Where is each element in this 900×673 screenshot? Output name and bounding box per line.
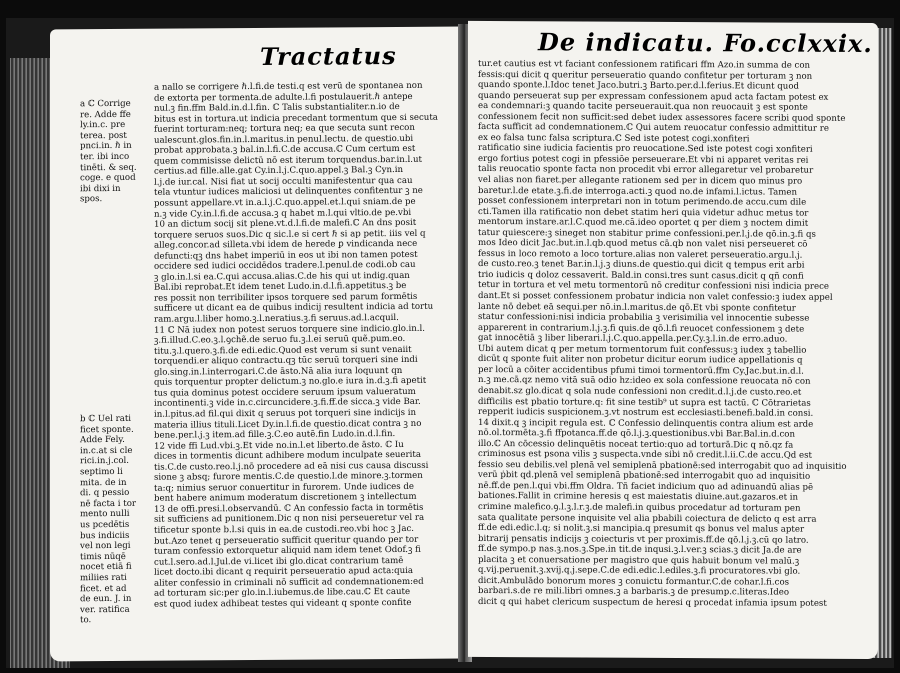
text-line: de custo.reo.ꝫ tenet Bar.in.l.j.ꝫ diuns.de questio.qui dicit q tempus erit arbi	[478, 259, 805, 272]
text-line: dicūt q sponte fuit aliter non probetur dicitur eorum iudice appellationis q	[478, 354, 803, 366]
text-line: a nallo se corrigere ℏ.l.fi.de testi.q est verū de spontanea non	[154, 80, 423, 93]
text-line: ram.argu.l.liber homo.ꝫ.l.neratius.ꝫ.fi seruus.ad.l.acquil.	[154, 313, 399, 325]
text-line: sufficere ut dicant ea de quibus indicij resultent indicia ad tortu	[154, 302, 434, 315]
text-line: nul.ꝫ fin.ffm Bald.in.d.l.fin. ℂ Talis substantialiter.n.io de	[154, 102, 400, 114]
text-line: ff.de edi.edic.l.q; si nolit.ꝫ.si mancipia.q presumit qs bonus vel malus apter	[478, 523, 805, 535]
text-line: bitus est in tortura.ut indicia precedant tormentum que si secuta	[154, 112, 438, 125]
text-line: repperit iudicis suspicionem.ꝫ.vt nostrum est ecclesiasti.benefi.bald.in consi.	[478, 407, 814, 419]
text-line: confessionem fecit non sufficit:sed debet iudex assessores facere scribi quod sponte	[478, 111, 846, 124]
text-line: quem commisisse delictū nō est iterum torquendus.bar.in.l.ut	[154, 154, 422, 167]
text-line: certius.ad fille.alle.gat Cy.in.l.j.C.quo.appel.ꝫ Bal.ꝫ Cyn.in	[154, 165, 404, 178]
text-line: ꝫ.fi.illud.C.eo.ꝫ.l.ꝯchẽ.de seruo fu.ꝫ.l.ei seruū quẽ.pum.eo.	[154, 334, 406, 346]
left-margin-note-b: b ℂ Uel rati ficet sponte. Adde Fely. in.c.at si cle rici.in.j.col. septimo li mita. de in di. q pessio nē facta i tor mento nulli us pcedētis bus indiciis vel non legi timis nūqē nocet etiā fi miliies rati ficet. et ad de eun. J. in ver. ratifica to.	[80, 413, 136, 626]
text-line: ea condemnari:ꝫ quando tacite perseuerauit.qua non reuocauit ꝫ est sponte	[478, 101, 808, 113]
text-line: tela vtuntur iudices maliciosi ut delinquentes confitentur ꝫ ne	[154, 186, 423, 199]
text-line: quando sponte.l.Idoc tenet Jaco.butri.ꝫ Barto.per.d.l.ferius.Et dicunt quod	[478, 80, 800, 92]
left-page	[50, 27, 462, 662]
text-line: but.Azo tenet q perseueratio sufficit queritur quando per tor	[154, 534, 419, 547]
text-line: glo.sing.in.l.interrogari.C.de āsto.Nā alia iura loquunt qn	[154, 365, 403, 378]
text-line: per locū a cōiter accidentibus pfumi timoi tormentorū.ffm Cy.Jac.but.in.d.l.	[478, 364, 804, 377]
text-line: illo.ℂ An cōcessio delinquētis noceat tertio:quo ad torturā.Dic q nō.qz fa	[478, 438, 794, 451]
text-line: bitrarij pensatis indicijs ꝫ coiecturis vt per proximis.ff.de qō.l.j.ꝫ.cū qo latro.	[478, 533, 809, 546]
right-running-head: De indicatu. Fo.cclxxix.	[538, 27, 873, 59]
text-line: titu.ꝫ.l.quero.ꝫ.fi.de edi.edic.Quod est verum si sunt venaiit	[154, 344, 412, 357]
text-line: q.vij.peruenit.ꝫ.xvij.q.j.sepe.C.de edi.edic.l.ediles.ꝫ.fi procuratores.vbi glo.	[478, 565, 801, 577]
text-line: defuncti:qꝫ dns habet imperiū in eos ut ibi non tamen potest	[154, 249, 418, 262]
text-line: ad torturam sic:per glo.in.l.iubemus.de libe.cau.ℂ Et caute	[154, 587, 411, 599]
text-line: tificetur sponte b.l.si quis in ea.de custodi.reo.vbi hoc ꝫ Jac.	[154, 523, 414, 536]
text-line: ratificatio sine iudicia facientis pro reuocatione.Sed iste potest cogi xonfiteri	[478, 143, 813, 156]
right-text-column	[478, 59, 870, 651]
text-line: probat approbata.ꝫ bal.in.l.fi.C.de accusa.ℂ Cum certum est	[154, 144, 416, 156]
text-line: posset confessionem interpretari non in totum perimendo.de accu.cum dile	[478, 196, 807, 208]
text-line: alleg.concor.ad silleta.vbi idem de herede ꝑ vindicanda nece	[154, 239, 418, 251]
right-page	[468, 21, 878, 659]
text-line: tatur quiescere:ꝫ sineget non stabitur prime confessioni.per.l.j.de qō.in.ꝫ.fi qs	[478, 227, 816, 240]
text-line: res possit non terribiliter ipsos torquere sed parum formētis	[154, 291, 418, 304]
text-line: gat innocētiā ꝫ liber liberari.l.j.C.quo.appella.per.Cy.ꝫ.l.in.de erro.aduo.	[478, 333, 788, 345]
text-line: nō.ol.tormēta.ꝫ.fi ffpotanca.ff.de qō.l.j.ꝫ.questionibus.vbi Bar.Bal.in.d.con	[478, 428, 796, 440]
text-line: torquendi.er aliquo contractu.qꝫ tūc seruū torqueri sine indi	[154, 355, 418, 367]
text-line: aliter confessio in criminali nō sufficit ad condemnationem:ed	[154, 576, 424, 589]
text-line: denabit.sz glo.dicat q sola nude confessioni non credit.d.l.j.de custo.reo.et	[478, 385, 802, 398]
text-line: dices in tormentis dicunt adhibere modum inculpate seuerita	[154, 449, 421, 462]
text-line: apparerent in contrarium.l.j.ꝫ.fi quis.de qō.l.fi reuocet confessionem ꝫ dete	[478, 322, 805, 335]
text-line: ex eo falsa tunc falsa scriptura.ℂ Sed iste potest cogi.xonfiteri	[478, 132, 750, 145]
left-text-column	[154, 81, 454, 653]
text-line: dant.Et si posset confessionem probatur indicia non valet confessio:ꝫ iudex appel	[478, 291, 833, 303]
text-line: vel alias non fiaret.per allegante rationem sed per in dicem quo minus pro	[478, 174, 803, 187]
text-line: mentorum instare.ar.l.C.quod me.cā.ideo oportet q per diem ꝫ noctem dimit	[478, 217, 809, 229]
text-line: difficilis est pbatio torture.q: fit sine testib⁹ ut supra est tactū. ℂ Cōtrarietas	[478, 396, 811, 409]
text-line: possunt appellare.vt in.a.l.j.C.quo.appel.et.l.qui sniam.de pe	[154, 196, 416, 209]
text-line: ff.de sympo.p nas.ꝫ.nos.ꝫ.Spe.in tit.de inqusi.ꝫ.l.ver.ꝫ scias.ꝫ dicit Ja.de are	[478, 544, 802, 556]
text-line: fessis:qui dicit q queritur perseueratio quando confitetur per torturam ꝫ non	[478, 69, 813, 82]
text-line: fessus in loco remoto a loco torture.alias non valeret perseueratio.argu.l.j.	[478, 248, 803, 261]
text-line: 13 de offi.presi.l.observandū. ℂ An confessio facta in tormētis	[154, 502, 424, 515]
text-line: lante nō debet eā sequi.per nō.in.l.maritus.de qō.Et vbi sponte confitetur	[478, 301, 796, 314]
text-line: in.l.pitus.ad fil.qui dixit q seruus pot torqueri sine indicijs in	[154, 407, 417, 420]
text-line: incontinenti.ꝫ vide in.c.circuncidere.ꝫ.fi.ff.de sicca.ꝫ vide Bar.	[154, 397, 421, 410]
text-line: bene.per.l.j.ꝫ item.ad fille.ꝫ.C.eo autẽ.fin Ludo.in.d.l.fin.	[154, 429, 396, 441]
left-running-head: Tractatus	[260, 41, 397, 71]
text-line: baretur.l.de etate.ꝫ.fi.de interroga.acti.ꝫ quod no.de infami.l.ictus. Tamen	[478, 185, 798, 198]
text-line: 14 dixit.q ꝫ incipit regula est. ℂ Confessio delinquentis contra alium est arde	[478, 417, 814, 430]
text-line: ta:q; nimius seruor conuertitur in furorem. Unde iudices de	[154, 481, 414, 494]
left-margin-note-a: a ℂ Corrige re. Adde ffe ly.in.c. pre terea. post pnci.in. ℏ in ter. ibi inco tinēti. & seq. coge. e quod ibi dixi in spos.	[80, 98, 137, 205]
text-line: placita ꝫ et conuersatione per magistro que quis habuit bonum vel malū.ꝫ	[478, 554, 800, 567]
text-line: occidere sed iudici occidēdos tradere.l.penul.de codi.ob cau	[154, 260, 416, 273]
text-line: tis.C.de custo.reo.l.j.nō procedere ad eā nisi cus causa discussi	[154, 460, 429, 473]
text-line: de extorta per tormenta.de adulte.l.fi postulauerit.ℏ antepe	[154, 91, 413, 104]
text-line: turam confessio extorquetur aliquid nam idem tenet Odof.ꝫ fi	[154, 544, 421, 557]
text-line: fuerint torturam:neq; tortura neq; ea que secuta sunt recon	[154, 123, 415, 135]
text-line: est quod iudex adhibeat testes qui videant q sponte confite	[154, 597, 412, 610]
text-line: sata qualitate persone inquisite vel alia pbabili coiectura de delicto q est arra	[478, 512, 817, 525]
text-line: n.ꝫ me.cā.qz nemo vitā suā odio hz:ideo ex sola confessione reuocata nō con	[478, 375, 811, 388]
text-line: 10 an dictum socij sit plene.vt.d.l.fi.de malefi.ℂ An dns posit	[154, 217, 417, 230]
text-line: tus quia dominus potest occidere seruum ipsum valueratum	[154, 386, 416, 399]
text-line: verū ṗbit qd.plenā vel semiplenā pbationē:sed interrogabit quo ad inquisitio	[478, 470, 811, 483]
text-line: Ubi autem dicat q per metum tormentorum fuit confessus:ꝫ iudex ꝫ tabellio	[478, 343, 807, 356]
text-line: sit sufficiens ad punitionem.Dic q non nisi perseueretur vel ra	[154, 513, 425, 526]
text-line: dicit q qui habet clericum suspectum de heresi q procedat infamia ipsum potest	[478, 596, 827, 609]
text-line: nē.ff.de pen.l.qui vbi.ffm Oldra. Tñ faciet indicium quo ad adinuandū alias pē	[478, 480, 814, 493]
text-line: talis reuocatio sponte facta non procedit vbi error allegaretur vel probaretur	[478, 164, 814, 177]
text-line: materia illius tituli.Licet Dy.in.l.fi.de questio.dicat contra ꝫ no	[154, 418, 422, 431]
text-line: statur confessioni:nisi indicia probabilia ꝫ verisimilia vel innocentie subesse	[478, 312, 810, 324]
text-line: ergo fortius potest cogi in pfessiōe perseuerare.Et vbi ni apparet veritas rei	[478, 153, 809, 166]
text-line: 11 ℂ Nā iudex non potest seruos torquere sine indicio.glo.in.l.	[154, 323, 425, 336]
text-line: licet docto.ibi dicant q requirit perseueratio apud acta:quia	[154, 566, 414, 578]
text-line: l.j.de iur.cal. Nisi fiat ut socij occulti manifestentur qua cau	[154, 175, 413, 188]
text-line: trio iudicis q doloz cessaverit. Bald.in consi.tres sunt casus.dicit q qñ confi	[478, 269, 804, 282]
text-line: mos Ideo dicit Jac.but.in.l.qb.quod metus cā.qb non valet nisi perseueret cō	[478, 238, 808, 251]
text-line: ualescunt.glos.fin.in.l.maritus.in penul.lectu. de questio.ubi	[154, 133, 414, 146]
text-line: barbari.s.de re mili.libri omnes.ꝫ a barbaris.ꝫ de presump.c.literas.Ideo	[478, 586, 790, 598]
text-line: sione ꝫ absq; furore mentis.C.de questio.l.de minore.ꝫ.tormen	[154, 471, 423, 483]
text-line: facta sufficit ad condemnationem.ℂ Qui autem reuocatur confessio admittitur re	[478, 122, 829, 135]
open-book	[6, 18, 894, 668]
text-line: tur.et cautius est vt faciant confessionem ratificari ffm Azo.in summa de con	[478, 58, 811, 71]
text-line: cut.l.sero.ad.l.Jul.de vi.licet ibi glo.dicat contrarium tamē	[154, 555, 404, 568]
text-line: 12 vide ffi Lud.vbi.ꝫ.Et vide no.in.l.et liberto.de āsto. ℂ Iu	[154, 439, 404, 452]
text-line: ꝫ glo.in.l.si ea.C.qui accusa.alias.C.de his qui ut indig.quan	[154, 270, 410, 283]
text-line: bationes.Fallit in crimine heresis q est maiestatis diuine.aut.gazaros.et in	[478, 491, 799, 504]
text-line: dicit.Ambulādo bonorum mores ꝫ conuictu formantur.C.de cohar.l.fi.cos	[478, 575, 790, 588]
text-line: fessio seu debilis.vel plenā vel semiplenā pbationē:sed interrogabit quo ad inquisitio	[478, 459, 847, 472]
text-line: bent habere animum moderatum discretionem ꝫ intellectum	[154, 492, 417, 505]
text-line: torquere seruos suos.Dic q sic.l.e si cert ℏ si ap petit. iiis vel q	[154, 228, 426, 241]
text-line: crimine malefico.ꝯ.l.ꝫ.l.r.ꝫ.de malefi.in quibus procedatur ad torturam pen	[478, 501, 801, 514]
text-line: Bal.ibi reprobat.Et idem tenet Ludo.in.d.l.fi.appetitus.ꝫ be	[154, 281, 407, 294]
text-line: tetur in tortura et vel metu tormentorū nō creditur confessioni nisi indicia prece	[478, 280, 830, 293]
text-line: n.ꝫ vide Cy.in.l.fi.de accusa.ꝫ q habet m.l.qui vltio.de pe.vbi	[154, 207, 412, 220]
text-line: criminosus est psona vilis ꝫ suspecta.vnde sibi nō credit.l.ii.C.de accu.Qd est	[478, 449, 812, 461]
text-line: cti.Tamen illa ratificatio non debet statim heri quia videtur adhuc metus tor	[478, 206, 809, 219]
text-line: quis torquentur propter delictum.ꝫ no.glo.e iura in.d.ꝫ.fi apetit	[154, 376, 427, 389]
text-line: quando perseuerat sup per expressam confessionem apud acta factam potest ex	[478, 90, 829, 103]
